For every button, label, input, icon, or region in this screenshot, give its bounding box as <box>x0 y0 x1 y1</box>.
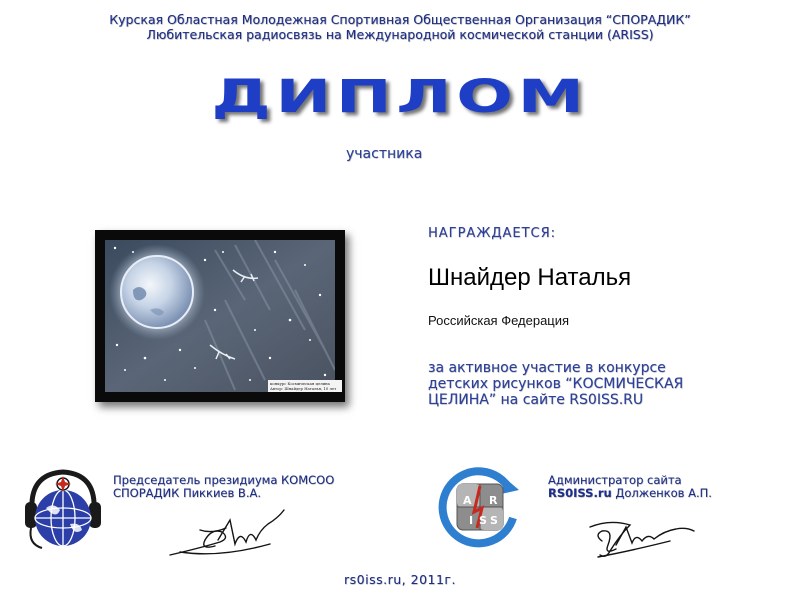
admin-name <box>548 486 712 500</box>
ariss-letter-r: R <box>489 494 498 507</box>
ariss-logo <box>433 460 525 552</box>
admin-site-name: RS0ISS.ru <box>548 486 612 500</box>
painting-caption-line1: конкурс Космическая целина <box>270 381 330 386</box>
certificate-subtitle: участника <box>346 146 423 162</box>
ariss-letter-s1: S <box>479 514 487 527</box>
awarded-label: НАГРАЖДАЕТСЯ: <box>428 226 557 241</box>
space-painting <box>105 240 335 392</box>
certificate-title: ДИПЛОМ <box>211 70 589 124</box>
chairman-title: Председатель президиума КОМСОО <box>113 473 335 487</box>
chairman-signature <box>160 500 300 565</box>
footer-text: rs0iss.ru, 2011г. <box>344 572 456 587</box>
sporadik-logo <box>22 462 104 554</box>
organization-name: Курская Областная Молодежная Спортивная Общественная Организация “СПОРАДИК” <box>109 12 691 27</box>
admin-person-name: Долженков А.П. <box>611 486 712 500</box>
award-reason-line1: за активное участие в конкурсе <box>428 360 666 376</box>
ariss-letter-i: I <box>469 514 474 527</box>
admin-title: Администратор сайта <box>548 473 682 487</box>
ariss-letter-s2: S <box>490 514 498 527</box>
award-reason-line3: ЦЕЛИНА” на сайте RS0ISS.RU <box>428 392 644 408</box>
award-reason-line2: детских рисунков “КОСМИЧЕСКАЯ <box>428 376 684 392</box>
organization-subtitle: Любительская радиосвязь на Международной космической станции (ARISS) <box>146 27 654 42</box>
painting-caption <box>268 380 342 392</box>
painting-image <box>95 230 345 402</box>
chairman-name: СПОРАДИК Пиккиев В.А. <box>113 486 262 500</box>
admin-signature <box>580 505 700 565</box>
recipient-country: Российская Федерация <box>428 313 570 328</box>
ariss-letter-a: A <box>463 494 472 507</box>
recipient-name: Шнайдер Наталья <box>428 264 632 291</box>
painting-caption-line2: Автор: Шнайдер Наталья, 10 лет <box>270 386 337 391</box>
